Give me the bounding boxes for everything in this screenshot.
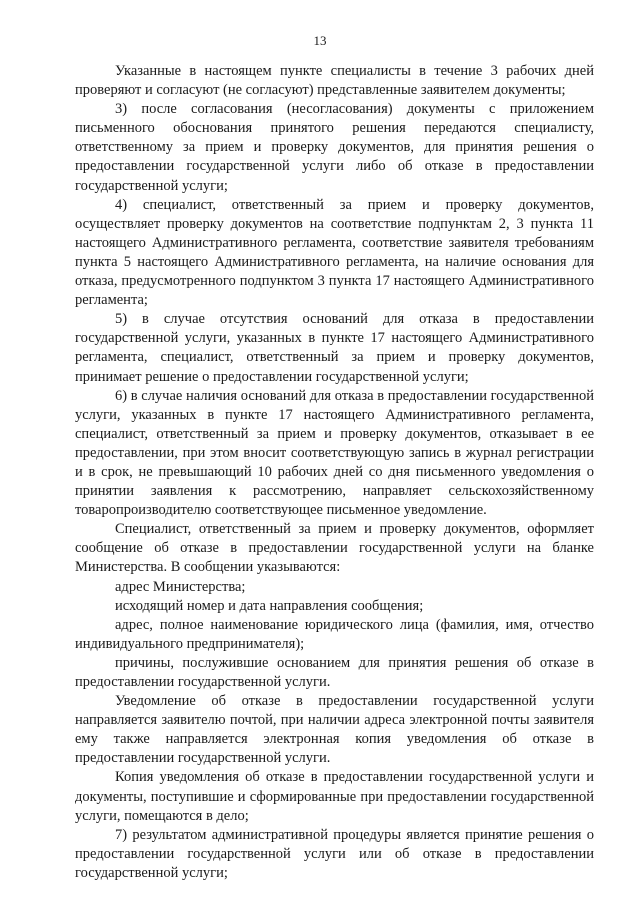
paragraph-ministry-address: адрес Министерства;: [115, 578, 246, 595]
paragraph-notification-copy: Копия уведомления об отказе в предоставлении государственной услуги и документы, поступившие и сформированные при предоставлении государственной услуги, помещаются в дело;: [75, 769, 594, 824]
page-number: 13: [313, 33, 327, 48]
paragraph-notification-sent: Уведомление об отказе в предоставлении государственной услуги направляется заявителю почтой, при наличии адреса электронной почты заявителя ему также направляется электронная копия уведомления об отказе в предоставлении государственной услуги.: [75, 693, 594, 767]
paragraph-item-5: 5) в случае отсутствия оснований для отказа в предоставлении государственной услуги, указанных в пункте 17 настоящего Административного регламента, специалист, ответственный за прием и проверку документов, принимает решение о предоставлении государственной услуги;: [75, 311, 594, 385]
paragraph-applicant-address: адрес, полное наименование юридического лица (фамилия, имя, отчество индивидуального предпринимателя);: [75, 616, 594, 652]
paragraph-refusal-message: Специалист, ответственный за прием и проверку документов, оформляет сообщение об отказе в предоставлении государственной услуги на бланке Министерства. В сообщении указываются:: [75, 521, 594, 576]
paragraph-item-6: 6) в случае наличия оснований для отказа в предоставлении государственной услуги, указанных в пункте 17 настоящего Административного регламента, специалист, ответственный за прием и проверку документов, отказывает в ее предоставлении, при этом вносит соответствующую запись в журнал регистрации и в срок, не превышающий 10 рабочих дней со дня письменного уведомления о принятии заявления к рассмотрению, направляет сельскохозяйственному товаропроизводителю соответствующее письменное уведомление.: [75, 387, 594, 519]
paragraph-item-3: 3) после согласования (несогласования) документы с приложением письменного обоснования принятого решения передаются специалисту, ответственному за прием и проверку документов, для принятия решения о предоставлении государственной услуги либо об отказе в предоставлении государственной услуги;: [75, 101, 594, 194]
paragraph-item-7: 7) результатом административной процедуры является принятие решения о предоставлении государственной услуги или об отказе в предоставлении государственной услуги;: [75, 826, 594, 881]
paragraph-specialists-check: Указанные в настоящем пункте специалисты в течение 3 рабочих дней проверяют и согласуют (не согласуют) представленные заявителем документы;: [75, 63, 594, 99]
paragraph-outgoing-number: исходящий номер и дата направления сообщения;: [115, 597, 424, 614]
paragraph-refusal-reasons: причины, послужившие основанием для принятия решения об отказе в предоставлении государственной услуги.: [75, 654, 594, 690]
paragraph-item-4: 4) специалист, ответственный за прием и проверку документов, осуществляет проверку документов на соответствие подпунктам 2, 3 пункта 11 настоящего Административного регламента, соответствие заявителя требованиям пункта 5 настоящего Административного регламента, на наличие основания для отказа, предусмотренного подпунктом 3 пункта 17 настоящего Административного регламента;: [75, 196, 594, 309]
document-body: [75, 62, 594, 883]
